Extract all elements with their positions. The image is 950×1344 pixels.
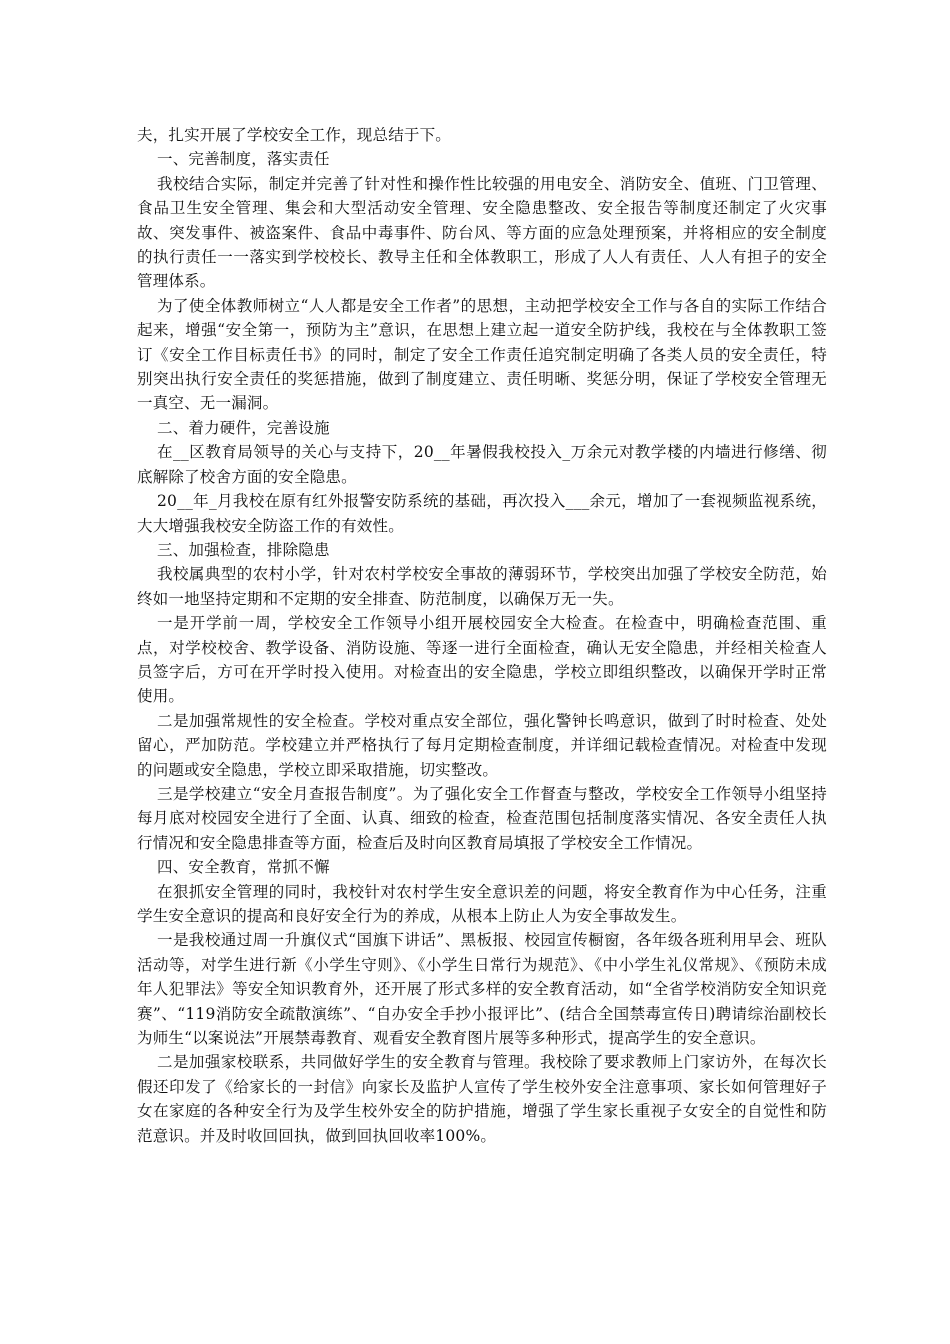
paragraph-8: 三是学校建立“安全月查报告制度”。为了强化安全工作督查与整改，学校安全工作领导小组坚持每月底对校园安全进行了全面、认真、细致的检查，检查范围包括制度落实情况、各安全责任人执行情况和安全隐患排查等方面，检查后及时向区教育局填报了学校安全工作情况。 xyxy=(137,784,827,852)
paragraph-7: 二是加强常规性的安全检查。学校对重点安全部位，强化警钟长鸣意识，做到了时时检查、处处留心，严加防范。学校建立并严格执行了每月定期检查制度，并详细记载检查情况。对检查中发现的问题或安全隐患，学校立即采取措施，切实整改。 xyxy=(137,711,827,779)
section-heading-2: 二、着力硬件，完善设施 xyxy=(157,418,330,437)
paragraph-2: 为了使全体教师树立“人人都是安全工作者”的思想，主动把学校安全工作与各自的实际工作结合起来，增强“安全第一，预防为主”意识，在思想上建立起一道安全防护线，我校在与全体教职工签订《安全工作目标责任书》的同时，制定了安全工作责任追究制定明确了各类人员的安全责任，特别突出执行安全责任的奖惩措施，做到了制度建立、责任明晰、奖惩分明，保证了学校安全管理无一真空、无一漏洞。 xyxy=(137,296,827,413)
section-heading-1: 一、完善制度，落实责任 xyxy=(157,150,330,169)
paragraph-6: 一是开学前一周，学校安全工作领导小组开展校园安全大检查。在检查中，明确检查范围、重点，对学校校舍、教学设备、消防设施、等逐一进行全面检查，确认无安全隐患，并经相关检查人员签字后，方可在开学时投入使用。对检查出的安全隐患，学校立即组织整改，以确保开学时正常使用。 xyxy=(137,614,827,706)
paragraph-3: 在__区教育局领导的关心与支持下，20__年暑假我校投入_万余元对教学楼的内墙进行修缮、彻底解除了校舍方面的安全隐患。 xyxy=(137,443,827,486)
paragraph-5: 我校属典型的农村小学，针对农村学校安全事故的薄弱环节，学校突出加强了学校安全防范，始终如一地坚持定期和不定期的安全排查、防范制度，以确保万无一失。 xyxy=(137,565,827,608)
paragraph-intro-tail: 夫，扎实开展了学校安全工作，现总结于下。 xyxy=(137,126,452,144)
document-body xyxy=(137,123,827,1148)
paragraph-9: 在狠抓安全管理的同时，我校针对农村学生安全意识差的问题，将安全教育作为中心任务，注重学生安全意识的提高和良好安全行为的养成，从根本上防止人为安全事故发生。 xyxy=(137,882,827,925)
section-heading-3: 三、加强检查，排除隐患 xyxy=(157,540,330,559)
paragraph-4: 20__年_月我校在原有红外报警安防系统的基础，再次投入___余元，增加了一套视频监视系统，大大增强我校安全防盗工作的有效性。 xyxy=(137,492,827,535)
paragraph-11: 二是加强家校联系，共同做好学生的安全教育与管理。我校除了要求教师上门家访外，在每次长假还印发了《给家长的一封信》向家长及监护人宣传了学生校外安全注意事项、家长如何管理好子女在家庭的各种安全行为及学生校外安全的防护措施，增强了学生家长重视子女安全的自觉性和防范意识。并及时收回回执，做到回执回收率100%。 xyxy=(137,1053,827,1145)
paragraph-1: 我校结合实际，制定并完善了针对性和操作性比较强的用电安全、消防安全、值班、门卫管理、食品卫生安全管理、集会和大型活动安全管理、安全隐患整改、安全报告等制度还制定了火灾事故、突发事件、被盗案件、食品中毒事件、防台风、等方面的应急处理预案，并将相应的安全制度的执行责任一一落实到学校校长、教导主任和全体教职工，形成了人人有责任、人人有担子的安全管理体系。 xyxy=(137,174,827,291)
paragraph-10: 一是我校通过周一升旗仪式“国旗下讲话”、黑板报、校园宣传橱窗，各年级各班利用早会、班队活动等，对学生进行新《小学生守则》、《小学生日常行为规范》、《中小学生礼仪常规》、《预防未成年人犯罪法》等安全知识教育外，还开展了形式多样的安全教育活动，如“全省学校消防安全知识竞赛”、“119消防安全疏散演练”、“自办安全手抄小报评比”、(结合全国禁毒宣传日)聘请综治副校长为师生“以案说法”开展禁毒教育、观看安全教育图片展等多种形式，提高学生的安全意识。 xyxy=(137,931,827,1048)
section-heading-4: 四、安全教育，常抓不懈 xyxy=(157,858,330,877)
